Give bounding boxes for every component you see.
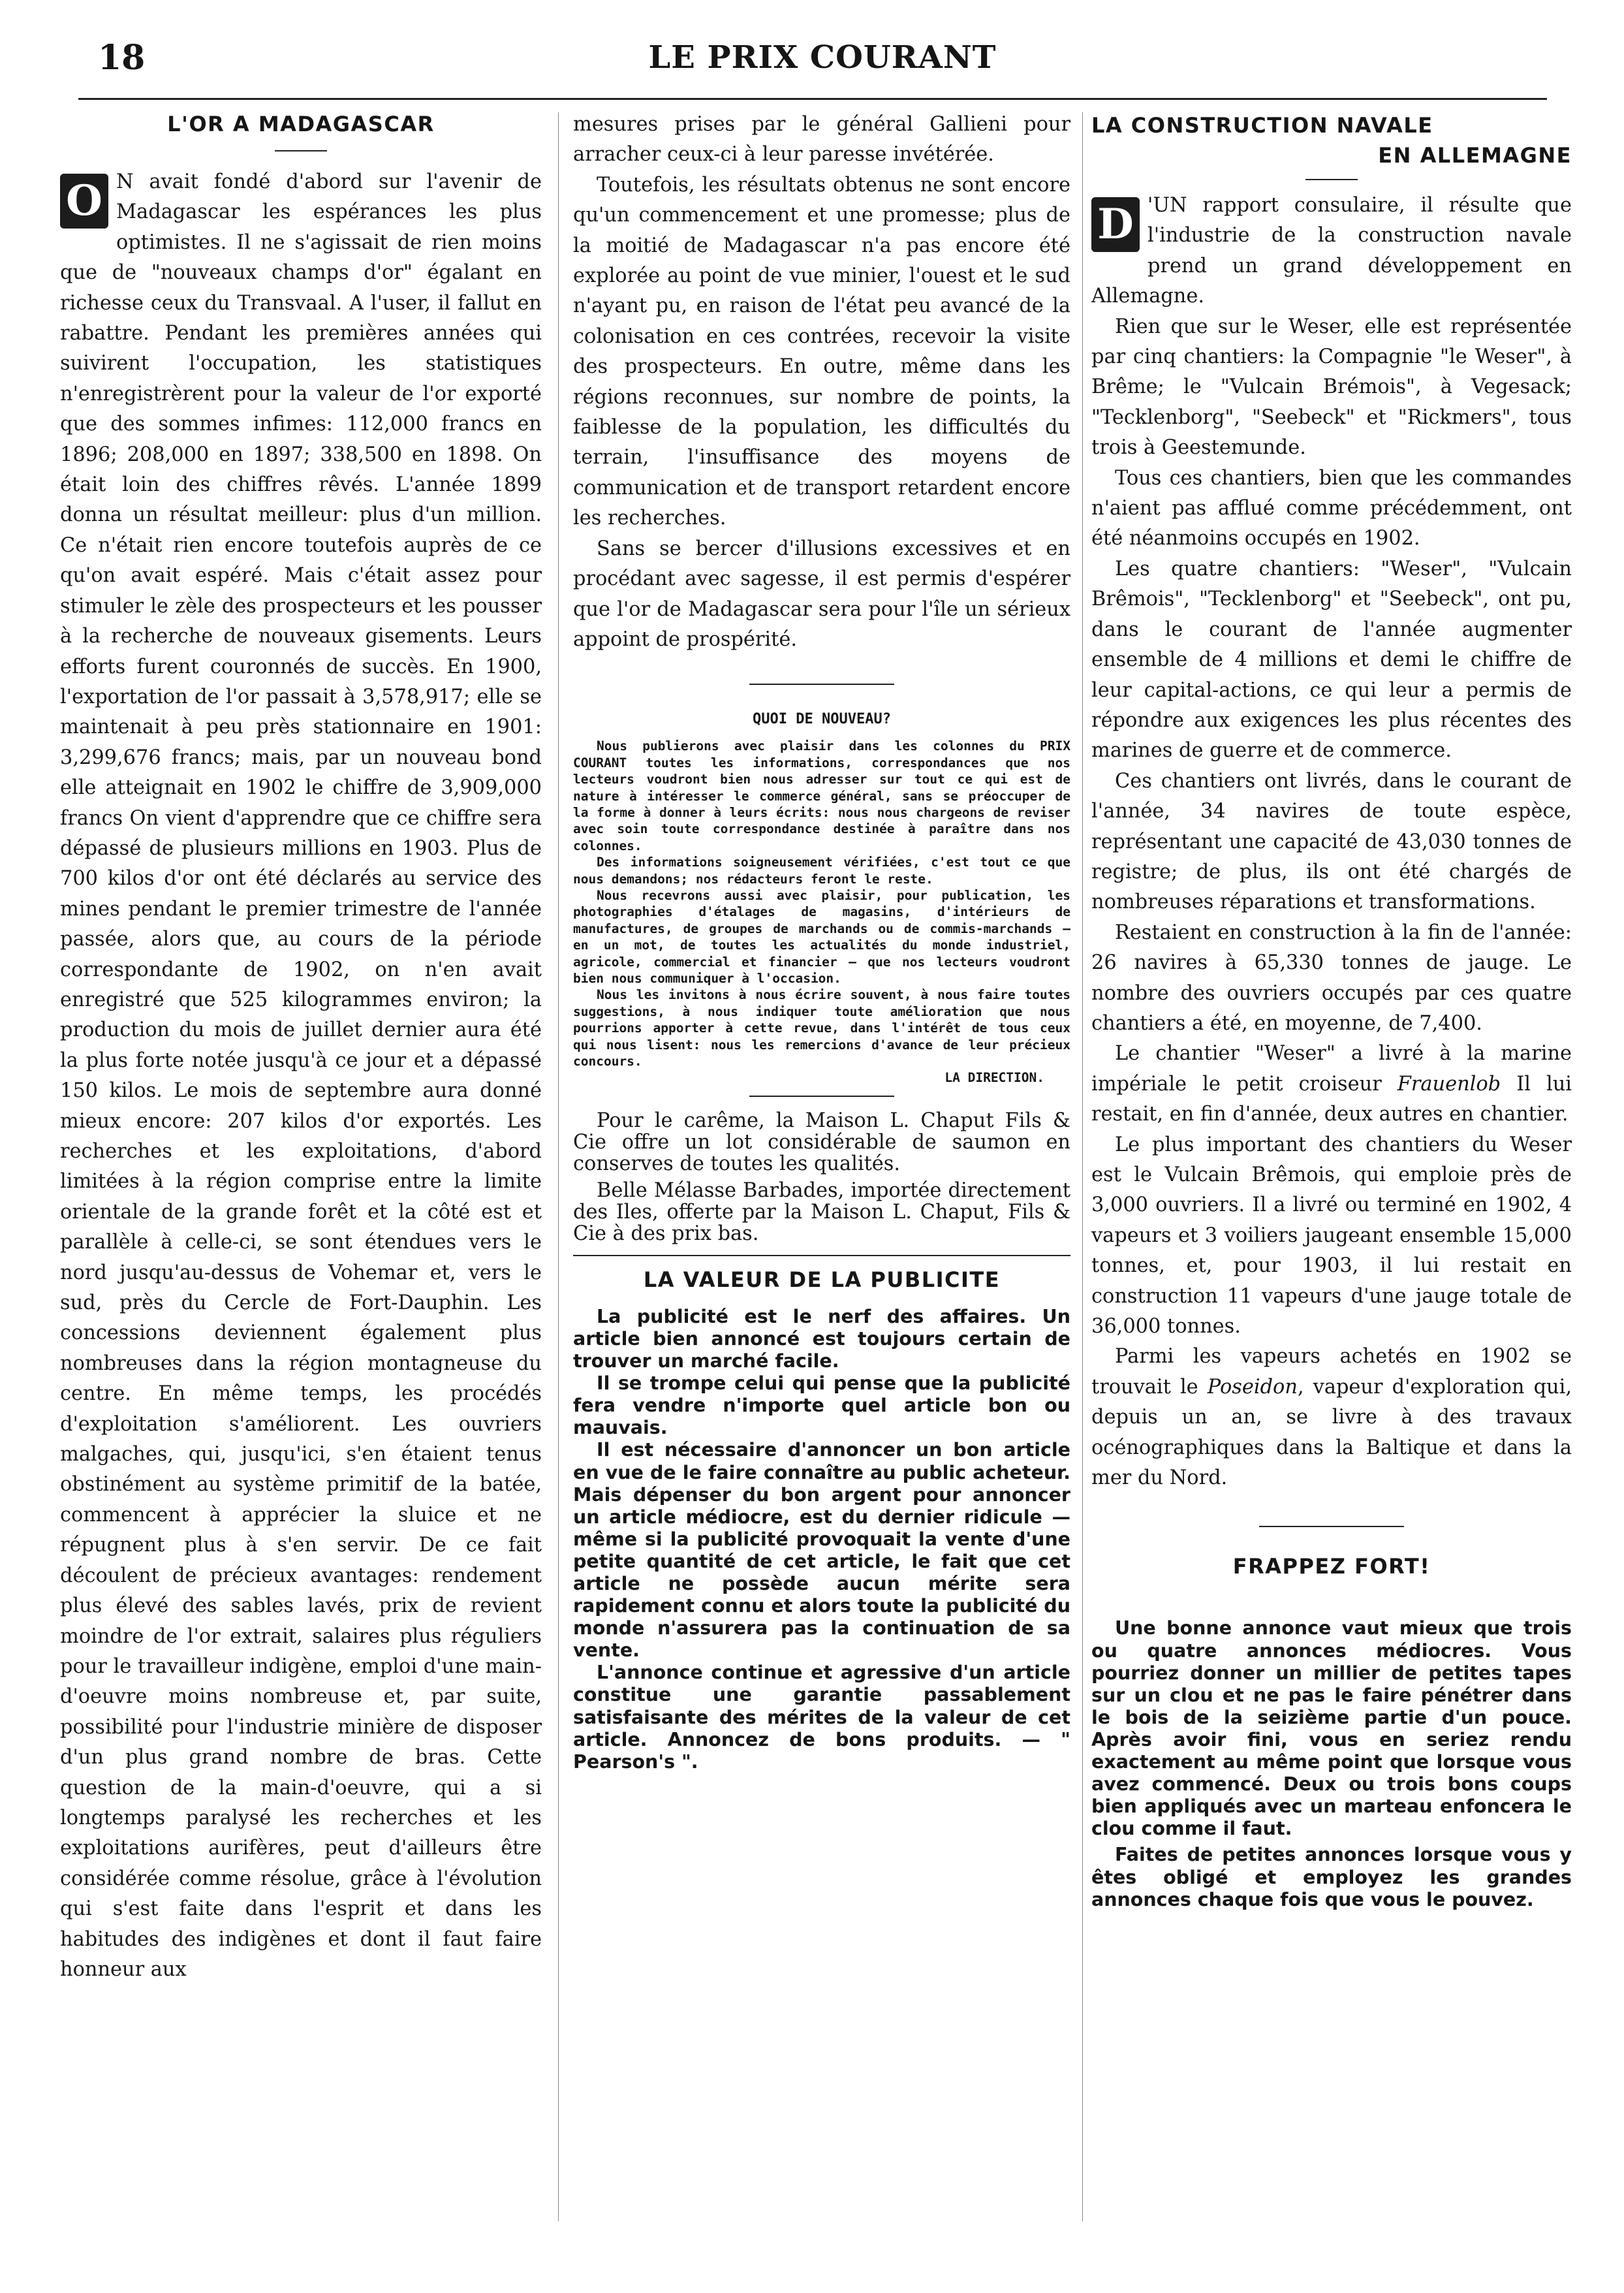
article-paragraph: Rien que sur le Weser, elle est représentée par cinq chantiers: la Compagnie "le Weser", à Brême; le "Vulcain Brémois", à Vegesack; "Tecklenborg", "Seebeck" et "Rickmers", tous trois à Geestemunde. (1091, 315, 1572, 460)
article-paragraph: Ces chantiers ont livrés, dans le courant de l'année, 34 navires de toute espèce, représentant une capacité de 43,030 tonnes de registre; de plus, ils ont été chargés de nombreuses réparations et transformations. (1091, 769, 1572, 914)
article-paragraph: Il se trompe celui qui pense que la publicité fera vendre n'importe quel article bon ou mauvais. (573, 1372, 1070, 1439)
drop-cap: O (60, 174, 108, 229)
title-rule (1305, 179, 1358, 180)
notice-paragraph: Nous publierons avec plaisir dans les colonnes du PRIX COURANT toutes les informations, correspondances que nos lecteurs voudront bien nous adresser sur tout ce qui est de nature à intéresser le commerce général, sans se préoccuper de la forme à donner à leurs écrits: nous nous chargeons de reviser avec soin toute correspondance destinée à paraître dans nos colonnes. (573, 738, 1070, 853)
column-middle (573, 110, 1070, 2232)
paragraph-text: Le chantier "Weser" a livré à la marine impériale le petit croiseur (1091, 1042, 1572, 1096)
article-title-frappez-fort: FRAPPEZ FORT! (1232, 1554, 1431, 1579)
article-paragraph: Faites de petites annonces lorsque vous y êtes obligé et employez les grandes annonces chaque fois que vous le pouvez. (1091, 1844, 1572, 1910)
advertisement-melasse: Belle Mélasse Barbades, importée directement des Iles, offerte par la Maison L. Chaput, Fils & Cie à des prix bas. (573, 1178, 1070, 1245)
ship-name: Poseidon (1207, 1375, 1298, 1399)
article-paragraph: Sans se bercer d'illusions excessives et en procédant avec sagesse, il est permis d'espérer que l'or de Madagascar sera pour l'île un sérieux appoint de prospérité. (573, 537, 1070, 651)
ship-name: Frauenlob (1397, 1072, 1501, 1096)
column-divider (558, 112, 559, 2221)
notice-paragraph: Nous les invitons à nous écrire souvent, à nous faire toutes suggestions, à nous indiquer toute amélioration que nous pourrions apporter à cette revue, dans l'intérêt de tous ceux qui nous lisent: nous les remercions d'avance de leur précieux concours. (573, 987, 1070, 1069)
article-title-construction-navale: LA CONSTRUCTION NAVALE (1091, 113, 1433, 138)
article-title-or-madagascar: L'OR A MADAGASCAR (167, 112, 435, 136)
article-title-construction-navale-line2: EN ALLEMAGNE (1378, 143, 1572, 168)
article-paragraph: Tous ces chantiers, bien que les commandes n'aient pas afflué comme précédemment, ont été néanmoins occupés en 1902. (1091, 466, 1572, 550)
page-header (98, 38, 1547, 90)
advertisement-saumon: Pour le carême, la Maison L. Chaput Fils & Cie offre un lot considérable de saumon en conserves de toutes les qualités. (573, 1109, 1070, 1175)
drop-cap: D (1091, 197, 1140, 252)
article-paragraph: L'annonce continue et agressive d'un article constitue une garantie passablement satisfaisante des mérites de la valeur de cet article. Annoncez de bons produits. — " Pearson's ". (573, 1662, 1070, 1773)
title-rule (275, 150, 327, 151)
section-rule (749, 1096, 894, 1097)
article-paragraph (1091, 1342, 1572, 1493)
column-left (60, 110, 542, 2232)
paragraph-text: , vapeur d'exploration qui, depuis un an, se livre à des travaux océnographiques dans la Baltique et dans la mer du Nord. (1091, 1375, 1572, 1490)
article-paragraph (1091, 191, 1572, 312)
article-paragraph: Restaient en construction à la fin de l'année: 26 navires à 65,330 tonnes de jauge. Le nombre des ouvriers occupés par ces quatre chantiers a été, en moyenne, de 7,400. (1091, 921, 1572, 1035)
page-number: 18 (98, 38, 146, 78)
notice-paragraph: Nous recevrons aussi avec plaisir, pour publication, les photographies d'étalages de magasins, d'intérieurs de manufactures, de groupes de marchands ou de commis-marchands — en un mot, de toutes les actualités du monde industriel, agricole, commercial et financier — que nos lecteurs voudront bien nous communiquer à l'occasion. (573, 887, 1070, 986)
article-paragraph: La publicité est le nerf des affaires. Un article bien annoncé est toujours certain de trouver un marché facile. (573, 1305, 1070, 1372)
section-rule (1259, 1526, 1404, 1527)
notice-paragraph: Des informations soigneusement vérifiées, c'est tout ce que nous demandons; nos rédacteurs feront le reste. (573, 855, 1070, 887)
header-rule (78, 98, 1547, 100)
article-paragraph: Les quatre chantiers: "Weser", "Vulcain Brêmois", "Tecklenborg" et "Seebeck", ont pu, dans le courant de l'année augmenter ensemble de 4 millions et demi le chiffre de leur capital-actions, ce qui leur a permis de répondre aux exigences les plus récentes des marines de guerre et de commerce. (1091, 557, 1572, 763)
column-divider (1082, 112, 1083, 2221)
section-rule (573, 1255, 1070, 1256)
article-body (60, 167, 542, 1985)
article-paragraph: Toutefois, les résultats obtenus ne sont encore qu'un commencement et une promesse; plus de la moitié de Madagascar n'a pas encore été explorée au point de vue minier, l'ouest et le sud n'ayant pu, en raison de l'état peu avancé de la colonisation en ces contrées, recevoir la visite des prospecteurs. En outre, même dans les régions reconnues, sur nombre de points, la faiblesse de la population, les difficultés du terrain, l'insuffisance des moyens de communication et de transport retardent encore les recherches. (573, 173, 1070, 530)
notice-signature: LA DIRECTION. (945, 1070, 1044, 1086)
article-paragraph (1091, 1039, 1572, 1130)
article-title-valeur-publicite: LA VALEUR DE LA PUBLICITE (643, 1267, 1001, 1292)
journal-title: LE PRIX COURANT (648, 39, 997, 76)
paragraph-text: Il lui restait, en fin d'année, deux autres en chantier. (1091, 1072, 1572, 1126)
article-paragraph: Il est nécessaire d'annoncer un bon article en vue de le faire connaître au public acheteur. Mais dépenser du bon argent pour annoncer un article médiocre, est du dernier ridicule — même si la publicité provoquait la vente d'une petite quantité de cet article, le fait que cet article ne possède aucun mérite sera rapidement connu et alors toute la publicité du monde n'assurera pas la continuation de sa vente. (573, 1439, 1070, 1662)
notice-title-quoi-de-nouveau: QUOI DE NOUVEAU? (753, 711, 891, 728)
paragraph-text: Parmi les vapeurs achetés en 1902 se trouvait le (1091, 1345, 1572, 1399)
article-paragraph: N avait fondé d'abord sur l'avenir de Madagascar les espérances les plus optimistes. Il ne s'agissait de rien moins que de "nouveaux champs d'or" égalant en richesse ceux du Transvaal. A l'user, il fallut en rabattre. Pendant les premières années qui suivirent l'occupation, les statistiques n'enregistrèrent pour la valeur de l'or exporté que des sommes infimes: 112,000 francs en 1896; 208,000 en 1897; 338,500 en 1898. On était loin des chiffres rêvés. L'année 1899 donna un résultat meilleur: plus d'un million. Ce n'était rien encore toutefois auprès de ce qu'on avait espéré. Mais c'était assez pour stimuler le zèle des prospecteurs et les pousser à la recherche de nouveaux gisements. Leurs efforts furent couronnés de succès. En 1900, l'exportation de l'or passait à 3,578,917; elle se maintenait à peu près stationnaire en 1901: 3,299,676 francs; mais, par un nouveau bond elle atteignait en 1902 le chiffre de 3,909,000 francs On vient d'apprendre que ce chiffre sera dépassé de plusieurs millions en 1903. Plus de 700 kilos d'or ont été déclarés au service des mines pendant le premier trimestre de l'année passée, alors que, au cours de la période correspondante de 1902, on n'en avait enregistré que 525 kilogrammes environ; la production du mois de juillet dernier aura été la plus forte notée jusqu'à ce jour et a dépassé 150 kilos. Le mois de septembre aura donné mieux encore: 207 kilos d'or exportés. Les recherches et les exploitations, d'abord limitées à la région comprise entre la limite orientale de la grande forêt et la côté est et parallèle à celle-ci, se sont étendues vers le nord jusqu'au-dessus de Vohemar et, vers le sud, près du Cercle de Fort-Dauphin. Les concessions deviennent également plus nombreuses dans la région montagneuse du centre. En même temps, les procédés d'exploitation s'améliorent. Les ouvriers malgaches, qui, jusqu'ici, s'en étaient tenus obstinément au système primitif de la batée, commencent à apprécier la sluice et ne répugnent plus à s'en servir. De ce fait découlent de précieux avantages: rendement plus élevé des sables lavés, prix de revient moindre de l'or extrait, salaires plus réguliers pour le travailleur indigène, emploi d'une main-d'oeuvre moins nombreuse et, par suite, possibilité pour l'industrie minière de disposer d'un plus grand nombre de bras. Cette question de la main-d'oeuvre, qui a si longtemps paralysé les recherches et les exploitations aurifères, peut d'ailleurs être considérée comme résolue, grâce à l'évolution qui s'est faite dans l'esprit et dans les habitudes des indigènes et dont il faut faire honneur aux (60, 170, 542, 1981)
article-paragraph: Le plus important des chantiers du Weser est le Vulcain Brêmois, qui emploie près de 3,000 ouvriers. Il a livré ou terminé en 1902, 4 vapeurs et 3 voiliers jaugeant ensemble 15,000 tonnes, et, pour 1903, il lui restait en construction 11 vapeurs d'une jauge totale de 36,000 tonnes. (1091, 1133, 1572, 1338)
article-paragraph: Une bonne annonce vaut mieux que trois ou quatre annonces médiocres. Vous pourriez donner un millier de petites tapes sur un clou et ne pas le faire pénétrer dans le bois de la seizième partie d'un pouce. Après avoir fini, vous en seriez rendu exactement au même point que lorsque vous avez commencé. Deux ou trois bons coups bien appliqués avec un marteau enfoncera le clou comme il faut. (1091, 1617, 1572, 1840)
article-paragraph-text: 'UN rapport consulaire, il résulte que l'industrie de la construction navale prend un grand développement en Allemagne. (1091, 194, 1572, 308)
article-paragraph: mesures prises par le général Gallieni pour arracher ceux-ci à leur paresse invétérée. (573, 113, 1070, 166)
section-rule (749, 684, 894, 685)
column-right (1091, 110, 1572, 2232)
